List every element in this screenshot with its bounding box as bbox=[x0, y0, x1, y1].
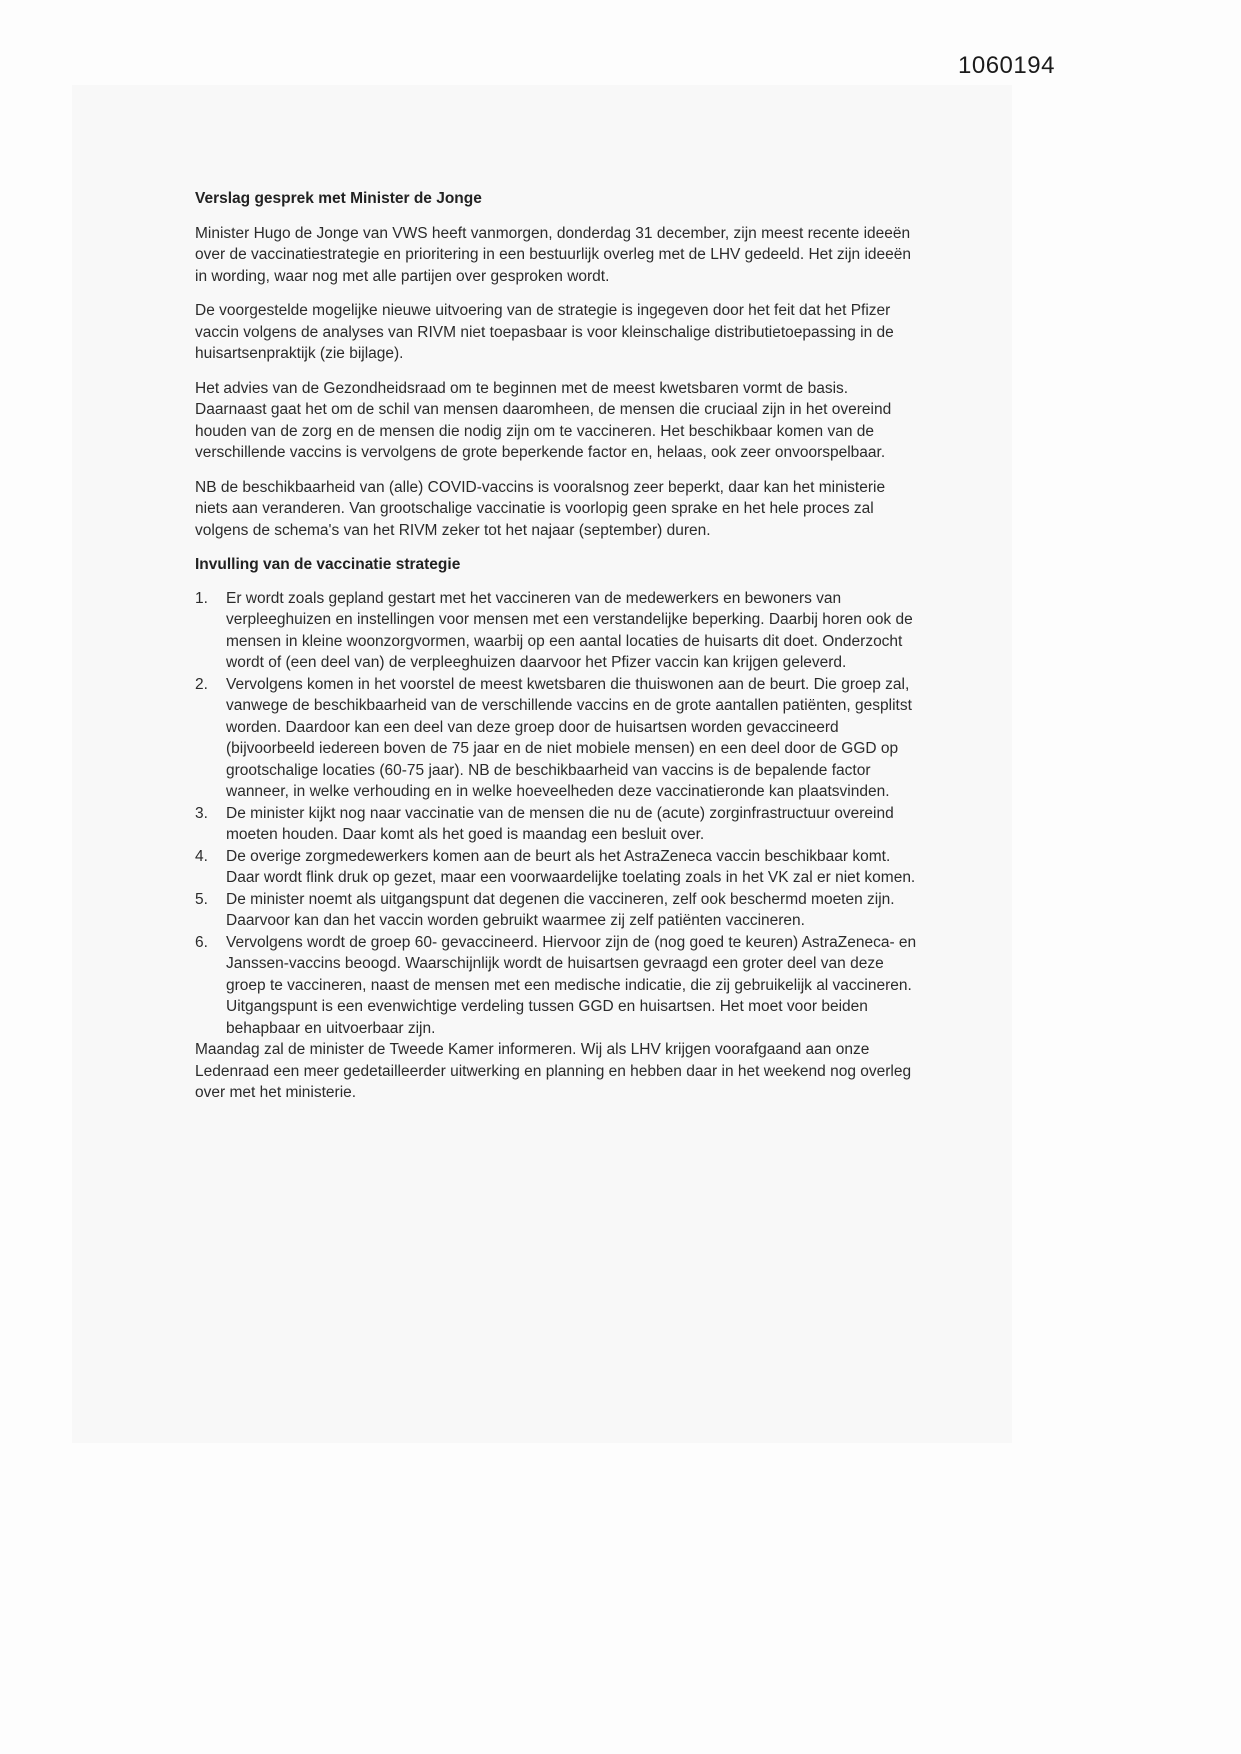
list-item-number: 4. bbox=[195, 847, 208, 865]
list-item-text: De minister noemt als uitgangspunt dat degenen die vaccineren, zelf ook beschermd moeten zijn. Daarvoor kan dan het vaccin worden gebruikt waarmee zij zelf patiënten vaccineren. bbox=[226, 890, 895, 929]
list-item bbox=[195, 932, 918, 1040]
strategy-list bbox=[195, 588, 918, 1040]
list-item-text: Er wordt zoals gepland gestart met het vaccineren van de medewerkers en bewoners van verpleeghuizen en instellingen voor mensen met een verstandelijke beperking. Daarbij horen ook de mensen in kleine woonzorgvormen, waarbij op een aantal locaties de huisarts dit doet. Onderzocht wordt of (een deel van) de verpleeghuizen daarvoor het Pfizer vaccin kan krijgen geleverd. bbox=[226, 589, 913, 671]
list-item-number: 6. bbox=[195, 933, 208, 951]
list-item-text: Vervolgens komen in het voorstel de meest kwetsbaren die thuiswonen aan de beurt. Die groep zal, vanwege de beschikbaarheid van de verschillende vaccins en de grote aantallen patiënten, gesplitst worden. Daardoor kan een deel van deze groep door de huisartsen worden gevaccineerd (bijvoorbeeld iedereen boven de 75 jaar en de niet mobiele mensen) en een deel door de GGD op grootschalige locaties (60-75 jaar). NB de beschikbaarheid van vaccins is de bepalende factor wanneer, in welke verhouding en in welke hoeveelheden deze vaccinatieronde kan plaatsvinden. bbox=[226, 675, 912, 800]
list-item bbox=[195, 889, 918, 932]
list-item-text: Vervolgens wordt de groep 60- gevaccineerd. Hiervoor zijn de (nog goed te keuren) AstraZeneca- en Janssen-vaccins beoogd. Waarschijnlijk wordt de huisartsen gevraagd een groter deel van deze groep te vaccineren, naast de mensen met een medische indicatie, die zij gebruikelijk al vaccineren. Uitgangspunt is een evenwichtige verdeling tussen GGD en huisartsen. Het moet voor beiden behapbaar en uitvoerbaar zijn. bbox=[226, 933, 917, 1037]
list-item bbox=[195, 846, 918, 889]
list-item-text: De minister kijkt nog naar vaccinatie van de mensen die nu de (acute) zorginfrastructuur overeind moeten houden. Daar komt als het goed is maandag een besluit over. bbox=[226, 804, 894, 843]
paragraph-advies: Het advies van de Gezondheidsraad om te beginnen met de meest kwetsbaren vormt de basis. Daarnaast gaat het om de schil van mensen daaromheen, de mensen die cruciaal zijn in het overeind houden van de zorg en de mensen die nodig zijn om te vaccineren. Het beschikbaar komen van de verschillende vaccins is vervolgens de grote beperkende factor en, helaas, ook zeer onvoorspelbaar. bbox=[195, 379, 892, 461]
paragraph-intro: Minister Hugo de Jonge van VWS heeft vanmorgen, donderdag 31 december, zijn meest recente ideeën over de vaccinatiestrategie en prioritering in een bestuurlijk overleg met de LHV gedeeld. Het zijn ideeën in wording, waar nog met alle partijen over gesproken wordt. bbox=[195, 224, 911, 285]
list-item bbox=[195, 803, 918, 846]
section-heading: Invulling van de vaccinatie strategie bbox=[195, 556, 461, 573]
document-title: Verslag gesprek met Minister de Jonge bbox=[195, 190, 482, 207]
list-item bbox=[195, 674, 918, 803]
closing-paragraph: Maandag zal de minister de Tweede Kamer informeren. Wij als LHV krijgen voorafgaand aan onze Ledenraad een meer gedetailleerder uitwerking en planning en hebben daar in het weekend nog overleg over met het ministerie. bbox=[195, 1041, 912, 1101]
list-item-text: De overige zorgmedewerkers komen aan de beurt als het AstraZeneca vaccin beschikbaar komt. Daar wordt flink druk op gezet, maar een voorwaardelijke toelating zoals in het VK zal er niet komen. bbox=[226, 847, 916, 886]
document-number: 1060194 bbox=[958, 52, 1055, 79]
list-item-number: 5. bbox=[195, 890, 208, 908]
list-item bbox=[195, 588, 918, 674]
paragraph-strategy: De voorgestelde mogelijke nieuwe uitvoering van de strategie is ingegeven door het feit dat het Pfizer vaccin volgens de analyses van RIVM niet toepasbaar is voor kleinschalige distributietoepassing in de huisartsenpraktijk (zie bijlage). bbox=[195, 302, 894, 362]
document-content bbox=[195, 188, 918, 1117]
list-item-number: 2. bbox=[195, 675, 208, 693]
list-item-number: 3. bbox=[195, 804, 208, 822]
paragraph-beschikbaarheid: NB de beschikbaarheid van (alle) COVID-vaccins is vooralsnog zeer beperkt, daar kan het ministerie niets aan veranderen. Van grootschalige vaccinatie is voorlopig geen sprake en het hele proces zal volgens de schema's van het RIVM zeker tot het najaar (september) duren. bbox=[195, 478, 886, 539]
list-item-number: 1. bbox=[195, 589, 208, 607]
